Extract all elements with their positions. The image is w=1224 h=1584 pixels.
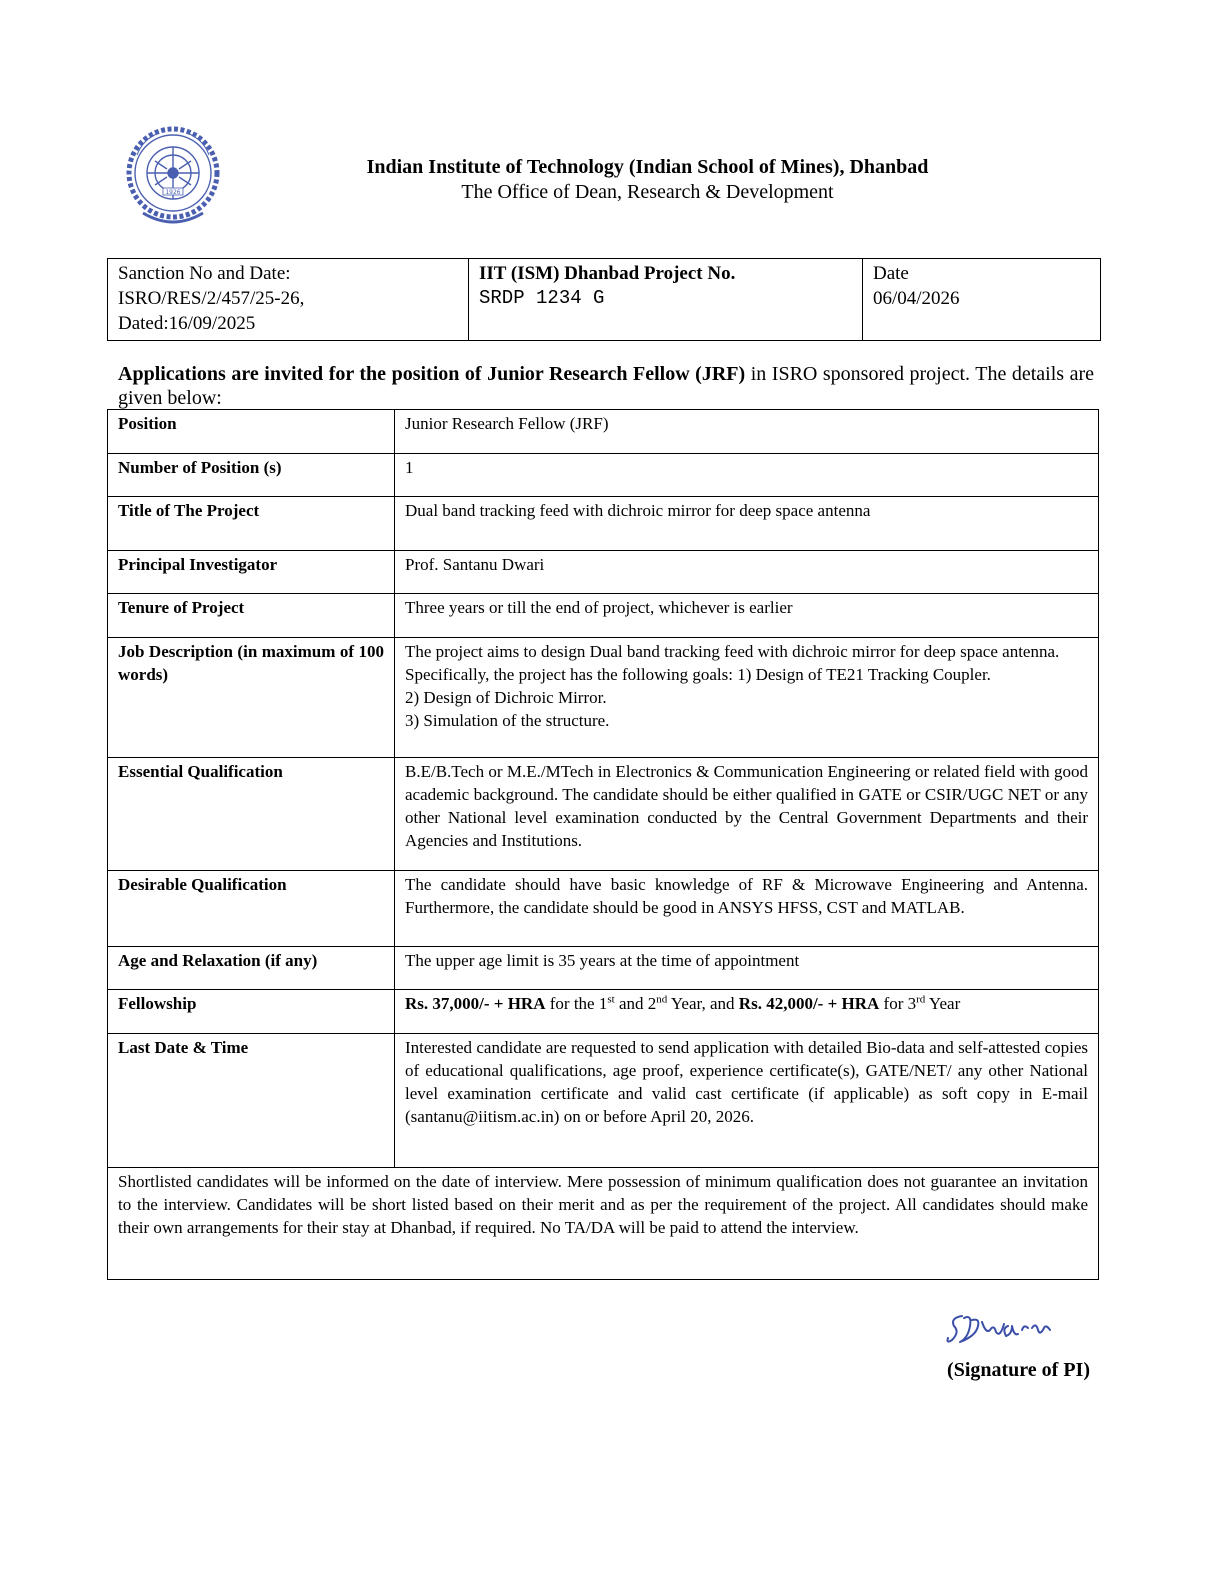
ordinal-suffix: st [607, 993, 615, 1006]
row-label: Title of The Project [108, 497, 395, 551]
letterhead [230, 154, 1065, 204]
project-number: SRDP 1234 G [479, 287, 605, 309]
shortlist-note: Shortlisted candidates will be informed on the date of interview. Mere possession of minimum qualification does not guarantee an invitation to the interview. Candidates will be short listed based on their merit and as per the requirement of the project. All candidates should make their own arrangements for their stay at Dhanbad, if required. No TA/DA will be paid to attend the interview. [108, 1168, 1099, 1280]
row-label: Tenure of Project [108, 594, 395, 638]
table-row [108, 758, 1099, 871]
row-label: Last Date & Time [108, 1034, 395, 1168]
table-row [108, 871, 1099, 947]
row-label: Position [108, 410, 395, 454]
ordinal-suffix: nd [656, 993, 668, 1006]
sanction-label: Sanction No and Date: [118, 263, 291, 284]
row-value: Three years or till the end of project, whichever is earlier [395, 594, 1099, 638]
table-row [108, 1034, 1099, 1168]
fellowship-text: for 3 [879, 994, 917, 1013]
ordinal-suffix: rd [916, 993, 926, 1006]
project-cell [469, 259, 863, 341]
fellowship-amount: Rs. 37,000/- + HRA [405, 994, 546, 1013]
fellowship-amount: Rs. 42,000/- + HRA [738, 994, 880, 1013]
table-row [108, 497, 1099, 551]
row-value: Dual band tracking feed with dichroic mirror for deep space antenna [395, 497, 1099, 551]
table-row [108, 638, 1099, 758]
sanction-cell [108, 259, 469, 341]
fellowship-text: Year, and [667, 994, 739, 1013]
last-date-text: Interested candidate are requested to send application with detailed Bio-data and self-attested copies of educational qualifications, age proof, experience certificate(s), GATE/NET/ any other National level examination certificate and valid cast certificate (if applicable) as soft copy in E-mail (santanu@iitism.ac.in) on or before April 20, 2026. [405, 1038, 1088, 1126]
sanction-date: Dated:16/09/2025 [118, 313, 256, 334]
project-label: IIT (ISM) Dhanbad Project No. [479, 263, 736, 284]
table-row [108, 990, 1099, 1034]
row-value: The candidate should have basic knowledge of RF & Microwave Engineering and Antenna. Furthermore, the candidate should be good in ANSYS HFSS, CST and MATLAB. [395, 871, 1099, 947]
row-label: Essential Qualification [108, 758, 395, 871]
row-label: Desirable Qualification [108, 871, 395, 947]
table-row [108, 594, 1099, 638]
intro-rest: in ISRO sponsored project. The details are given below: [118, 363, 1095, 409]
institute-name: Indian Institute of Technology (Indian School of Mines), Dhanbad [366, 156, 929, 178]
date-value: 06/04/2026 [873, 288, 960, 309]
row-label: Number of Position (s) [108, 454, 395, 497]
row-value [395, 990, 1099, 1034]
logo-year: 1926 [165, 189, 181, 196]
date-cell [863, 259, 1101, 341]
job-line: The project aims to design Dual band tracking feed with dichroic mirror for deep space antenna. Specifically, the project has the following goals: 1) Design of TE21 Tracking Coupler. [405, 642, 1060, 684]
fellowship-text: and 2 [614, 994, 657, 1013]
row-value: The upper age limit is 35 years at the time of appointment [395, 947, 1099, 990]
row-label: Principal Investigator [108, 551, 395, 594]
job-line: 3) Simulation of the structure. [405, 711, 610, 730]
row-label: Fellowship [108, 990, 395, 1034]
fellowship-text: for the 1 [545, 994, 608, 1013]
row-value: B.E/B.Tech or M.E./MTech in Electronics & Communication Engineering or related field with good academic background. The candidate should be either qualified in GATE or CSIR/UGC NET or any other National level examination conducted by the Central Government Departments and their Agencies and Institutions. [395, 758, 1099, 871]
sanction-number: ISRO/RES/2/457/25-26, [118, 288, 305, 309]
fellowship-text: Year [925, 994, 961, 1013]
row-label: Age and Relaxation (if any) [108, 947, 395, 990]
table-row [108, 947, 1099, 990]
row-value [395, 1034, 1099, 1168]
date-label: Date [873, 263, 909, 284]
row-value: Prof. Santanu Dwari [395, 551, 1099, 594]
signature-caption: (Signature of PI) [947, 1359, 1090, 1381]
table-row [108, 1168, 1099, 1280]
row-value: 1 [395, 454, 1099, 497]
row-value: Junior Research Fellow (JRF) [395, 410, 1099, 454]
row-value [395, 638, 1099, 758]
signature-icon [942, 1308, 1062, 1352]
sanction-table [107, 258, 1101, 341]
details-table [107, 409, 1099, 1280]
institute-logo-icon [123, 125, 223, 233]
office-name: The Office of Dean, Research & Development [461, 181, 834, 203]
intro-paragraph [118, 362, 1094, 410]
row-label: Job Description (in maximum of 100 words) [108, 638, 395, 758]
job-line: 2) Design of Dichroic Mirror. [405, 688, 607, 707]
table-row [108, 410, 1099, 454]
table-row [108, 454, 1099, 497]
intro-bold: Applications are invited for the position of Junior Research Fellow (JRF) [118, 363, 746, 385]
table-row [108, 551, 1099, 594]
